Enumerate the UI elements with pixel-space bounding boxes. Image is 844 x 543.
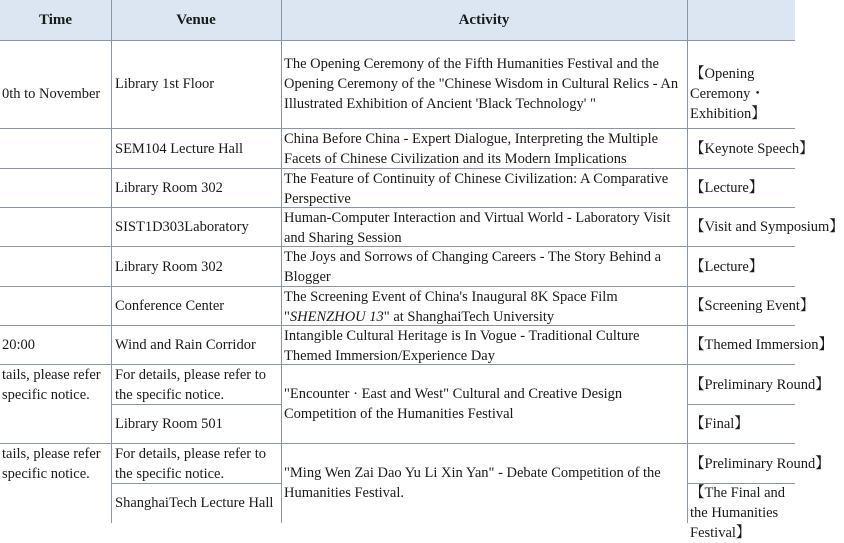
- activity-cell: "Ming Wen Zai Dao Yu Li Xin Yan" - Debate Competition of the Humanities Festival.: [284, 465, 661, 501]
- grid-line: [0, 40, 795, 41]
- type-cell: 【Lecture】: [690, 180, 764, 196]
- activity-cell: The Joys and Sorrows of Changing Careers - The Story Behind a Blogger: [284, 249, 662, 285]
- type-cell: 【Lecture】: [690, 259, 764, 275]
- venue-cell: ShanghaiTech Lecture Hall: [115, 495, 274, 511]
- activity-cell: [282, 287, 686, 327]
- time-cell: 0th to November: [2, 86, 101, 102]
- header-type: [687, 0, 795, 40]
- venue-cell: Library Room 501: [115, 416, 223, 432]
- header-venue: Venue: [111, 0, 281, 40]
- grid-line: [111, 0, 112, 523]
- activity-cell: China Before China - Expert Dialogue, Interpreting the Multiple Facets of Chinese Civilization and its Modern Implications: [284, 131, 659, 167]
- grid-line: [687, 404, 795, 405]
- time-cell: tails, please refer specific notice.: [2, 367, 101, 403]
- venue-cell: Library Room 302: [115, 180, 223, 196]
- venue-cell: Conference Center: [115, 298, 225, 314]
- header-time: Time: [0, 0, 111, 40]
- venue-cell: Wind and Rain Corridor: [115, 337, 256, 353]
- venue-cell: SIST1D303Laboratory: [115, 219, 249, 235]
- header-activity: Activity: [281, 0, 687, 40]
- type-cell: 【Opening Ceremony・Exhibition】: [690, 66, 766, 122]
- time-cell: tails, please refer specific notice.: [2, 446, 101, 482]
- type-cell: 【Preliminary Round】: [690, 377, 830, 393]
- film-title: SHENZHOU 13: [289, 309, 384, 325]
- type-cell: 【Final】: [690, 416, 749, 432]
- type-cell: 【Visit and Symposium】: [690, 219, 844, 235]
- venue-cell: Library 1st Floor: [115, 76, 215, 92]
- activity-cell: The Opening Ceremony of the Fifth Humanities Festival and the Opening Ceremony of the "Chinese Wisdom in Cultural Relics - An Illustrated Exhibition of Ancient 'Black Technology' ": [284, 56, 679, 112]
- activity-text: " at ShanghaiTech University: [383, 309, 555, 325]
- venue-cell: For details, please refer to the specific notice.: [115, 367, 266, 403]
- activity-text: The Screening Event of China's Inaugural 8K Space Film ": [284, 289, 618, 325]
- venue-cell: Library Room 302: [115, 259, 223, 275]
- type-cell: 【Keynote Speech】: [690, 141, 814, 157]
- time-cell: 20:00: [2, 337, 36, 353]
- type-cell: 【Themed Immersion】: [690, 337, 833, 353]
- activity-cell: The Feature of Continuity of Chinese Civilization: A Comparative Perspective: [284, 171, 669, 207]
- venue-cell: For details, please refer to the specific notice.: [115, 446, 266, 482]
- type-cell: 【The Final and the Humanities Festival】: [690, 485, 786, 541]
- activity-cell: "Encounter · East and West" Cultural and Creative Design Competition of the Humanities Festival: [284, 386, 623, 422]
- type-cell: 【Preliminary Round】: [690, 456, 830, 472]
- venue-cell: SEM104 Lecture Hall: [115, 141, 244, 157]
- type-cell: 【Screening Event】: [690, 298, 815, 314]
- activity-cell: Intangible Cultural Heritage is In Vogue - Traditional Culture Themed Immersion/Experience Day: [284, 328, 640, 364]
- activity-cell: Human-Computer Interaction and Virtual World - Laboratory Visit and Sharing Session: [284, 210, 671, 246]
